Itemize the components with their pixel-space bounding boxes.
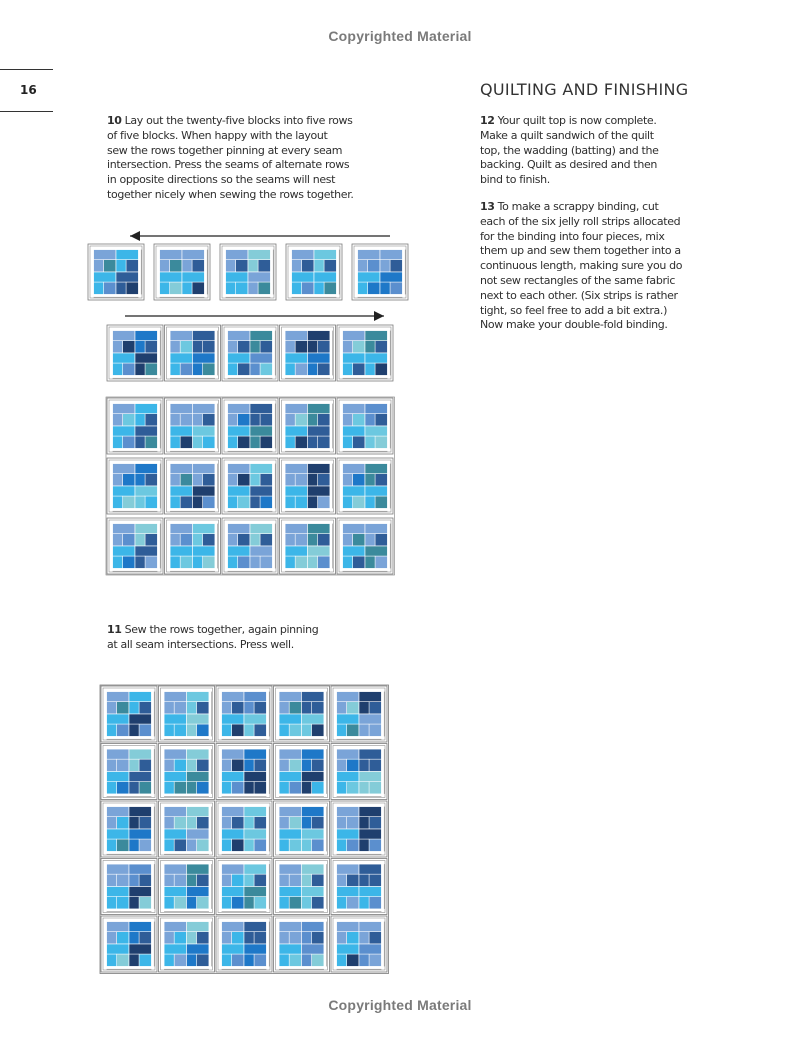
step-13-line: not sew rectangles of the same fabric (480, 273, 676, 287)
step-13-line: continuous length, making sure you do (480, 259, 683, 273)
step-11-line: Sew the rows together, again pinning (124, 623, 319, 636)
quilt-block (331, 744, 387, 800)
quilt-block (159, 859, 215, 915)
step-13-line: To make a scrappy binding, cut (497, 200, 659, 213)
quilt-block (154, 244, 210, 300)
quilt-block (222, 398, 278, 454)
arrow-left-icon (130, 231, 390, 241)
quilt-block (286, 244, 342, 300)
quilt-block (337, 518, 393, 574)
quilt-block (331, 801, 387, 857)
quilt-block (280, 518, 336, 574)
step-10-line: together nicely when sewing the rows together. (107, 187, 354, 201)
quilt-block (165, 458, 221, 514)
quilt-block (107, 518, 163, 574)
quilt-block (337, 398, 393, 454)
quilt-block (101, 686, 157, 742)
quilt-block (107, 458, 163, 514)
quilt-block (165, 518, 221, 574)
quilt-block (216, 801, 272, 857)
quilt-block (101, 801, 157, 857)
arrow-right-icon (125, 311, 384, 321)
quilt-block (107, 398, 163, 454)
quilt-block (280, 398, 336, 454)
step-10-number: 10 (107, 114, 122, 127)
quilt-block (165, 398, 221, 454)
quilt-block (101, 744, 157, 800)
quilt-block (159, 686, 215, 742)
step-13-line: tight, so feel free to add a bit extra.) (480, 303, 668, 317)
step-11-number: 11 (107, 623, 122, 636)
section-heading: QUILTING AND FINISHING (480, 80, 689, 99)
quilt-block (352, 244, 408, 300)
quilt-block (88, 244, 144, 300)
watermark-top: Copyrighted Material (328, 28, 472, 44)
quilt-block (159, 801, 215, 857)
step-13-line: each of the six jelly roll strips allocated (480, 214, 681, 228)
quilt-block (159, 744, 215, 800)
quilt-block (337, 458, 393, 514)
quilt-block (274, 859, 330, 915)
quilt-block (331, 859, 387, 915)
step-10-line: Lay out the twenty-five blocks into five rows (124, 114, 353, 127)
step-13-line: for the binding into four pieces, mix (480, 229, 665, 243)
step-10-line: intersection. Press the seams of alternate rows (107, 158, 350, 172)
quilt-block (165, 325, 221, 381)
quilt-block (101, 916, 157, 972)
step-10-line: of five blocks. When happy with the layout (107, 128, 328, 142)
quilt-block (222, 518, 278, 574)
quilt-block (274, 686, 330, 742)
quilt-block (274, 801, 330, 857)
quilt-block (222, 325, 278, 381)
quilt-block (274, 744, 330, 800)
quilt-block (107, 325, 163, 381)
quilt-block (216, 744, 272, 800)
watermark-bottom: Copyrighted Material (328, 997, 472, 1013)
step-12-number: 12 (480, 114, 495, 127)
step-12-line: Your quilt top is now complete. (497, 114, 657, 127)
quilt-block (216, 916, 272, 972)
quilt-block (216, 859, 272, 915)
quilt-block (280, 325, 336, 381)
step-13-line: next to each other. (Six strips is rather (480, 288, 678, 302)
quilt-block (216, 686, 272, 742)
step-11-line: at all seam intersections. Press well. (107, 637, 294, 651)
quilt-block (280, 458, 336, 514)
quilt-block (220, 244, 276, 300)
quilt-block (331, 686, 387, 742)
page-number: 16 (20, 83, 37, 97)
quilt-block (331, 916, 387, 972)
step-10-line: sew the rows together pinning at every seam (107, 143, 343, 157)
step-13-line: Now make your double-fold binding. (480, 318, 668, 332)
step-12-line: backing. Quilt as desired and then (480, 158, 658, 172)
step-13-line: them up and sew them together into a (480, 244, 681, 258)
step-12-line: top, the wadding (batting) and the (480, 143, 659, 157)
step-10-line: in opposite directions so the seams will nest (107, 173, 336, 187)
quilt-block (101, 859, 157, 915)
quilt-block (222, 458, 278, 514)
step-12-line: Make a quilt sandwich of the quilt (480, 128, 654, 142)
step-13-number: 13 (480, 200, 495, 213)
step-12-line: bind to finish. (480, 173, 550, 187)
quilt-block (159, 916, 215, 972)
quilt-block (274, 916, 330, 972)
quilt-block (337, 325, 393, 381)
